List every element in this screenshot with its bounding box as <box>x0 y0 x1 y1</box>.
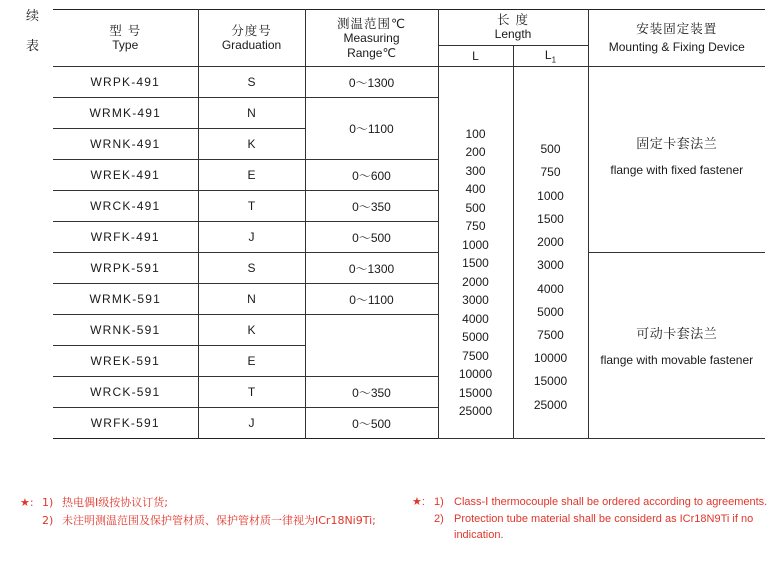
length-l1-value: 10000 <box>533 351 568 366</box>
side-label-continued: 续 <box>26 9 40 24</box>
length-l1-value: 5000 <box>537 304 564 319</box>
range-cell: 0～1100 <box>305 98 438 160</box>
header-mounting-cn: 安装固定装置 <box>636 21 718 36</box>
model-cell: WRCK-591 <box>53 377 198 408</box>
mounting-cn: 可动卡套法兰 <box>636 326 718 342</box>
range-cell: 0～350 <box>305 377 438 408</box>
model-cell: WRCK-491 <box>53 191 198 222</box>
model-cell: WRPK-591 <box>53 253 198 284</box>
header-type-cn: 型 号 <box>109 23 142 38</box>
range-cell: 0～1300 <box>305 67 438 98</box>
table-row <box>53 67 765 98</box>
note-en-2-spacer <box>412 511 434 544</box>
length-l-value: 200 <box>465 145 486 159</box>
model-cell: WRFK-491 <box>53 222 198 253</box>
graduation-cell: S <box>198 253 305 284</box>
spec-table <box>53 9 765 439</box>
note-cn-2-num: 2) <box>42 514 54 527</box>
model-cell: WRMK-491 <box>53 98 198 129</box>
header-length-l: L <box>438 45 513 66</box>
length-l1-value: 500 <box>540 142 561 157</box>
length-l-value: 400 <box>465 182 486 196</box>
spec-table-body <box>53 67 765 439</box>
graduation-cell: K <box>198 129 305 160</box>
mounting-en: flange with movable fastener <box>600 352 754 367</box>
note-en-2-num: 2) <box>434 512 444 525</box>
star-icon: ★: <box>20 496 34 509</box>
note-en-2 <box>412 511 772 544</box>
length-l-value: 3000 <box>462 293 489 307</box>
header-length-l1-sub: 1 <box>551 55 557 64</box>
length-l1-value: 2000 <box>537 235 564 250</box>
length-l1-value: 15000 <box>533 374 568 389</box>
table-row <box>53 253 765 284</box>
model-cell: WRNK-491 <box>53 129 198 160</box>
spec-table-wrapper <box>53 9 765 439</box>
range-cell: 0～500 <box>305 408 438 439</box>
range-cell: 0～1100 <box>305 284 438 315</box>
note-cn-1-text: 热电偶Ⅰ级按协议订货; <box>62 496 168 509</box>
mounting-fixed-cell <box>588 67 765 253</box>
note-cn-1-num: 1) <box>42 496 54 509</box>
range-cell: 0～1300 <box>305 253 438 284</box>
length-l1-value: 1000 <box>537 188 564 203</box>
length-l-value: 1500 <box>462 256 489 270</box>
model-cell: WRPK-491 <box>53 67 198 98</box>
length-l1-value: 3000 <box>537 258 564 273</box>
length-l-value: 5000 <box>462 330 489 344</box>
note-en-2-text: Protection tube material shall be considerd as ICr18N9Ti if no indication. <box>454 512 754 541</box>
graduation-cell: N <box>198 98 305 129</box>
header-type-en: Type <box>112 38 139 52</box>
graduation-cell: T <box>198 377 305 408</box>
header-range-en-2: Range℃ <box>347 45 396 60</box>
model-cell: WREK-591 <box>53 346 198 377</box>
mounting-movable-cell <box>588 253 765 439</box>
length-l1-value: 750 <box>540 165 561 180</box>
model-cell: WRNK-591 <box>53 315 198 346</box>
header-range-cn: 测温范围℃ <box>336 15 407 31</box>
note-cn-2-text: 未注明测温范围及保护管材质、保护管材质一律视为ICr18Ni9Ti; <box>62 514 376 527</box>
length-l-value: 500 <box>465 200 486 215</box>
model-cell: WRFK-591 <box>53 408 198 439</box>
range-cell <box>305 315 438 377</box>
header-length-l1 <box>513 45 588 66</box>
mounting-cn: 固定卡套法兰 <box>636 136 718 152</box>
header-graduation-cn: 分度号 <box>231 23 272 38</box>
mounting-en: flange with fixed fastener <box>610 162 744 177</box>
header-range <box>305 10 438 67</box>
range-cell: 0～500 <box>305 222 438 253</box>
header-length <box>438 10 588 46</box>
note-en-1-num: 1) <box>434 496 444 508</box>
notes-english <box>412 494 772 544</box>
star-icon: ★: <box>412 496 425 508</box>
note-cn-1 <box>20 494 376 512</box>
length-l1-value: 25000 <box>533 397 568 412</box>
graduation-cell: K <box>198 315 305 346</box>
header-length-en: Length <box>494 27 532 42</box>
length-l-value: 1000 <box>462 237 489 252</box>
length-l-value: 750 <box>465 219 486 233</box>
length-l1-value: 4000 <box>537 281 564 296</box>
graduation-cell: J <box>198 408 305 439</box>
length-l-value: 25000 <box>458 404 493 418</box>
model-cell: WRMK-591 <box>53 284 198 315</box>
notes-chinese <box>20 494 376 530</box>
header-graduation-en: Graduation <box>221 38 282 52</box>
header-range-en-1: Measuring <box>343 30 400 45</box>
length-l-value: 2000 <box>462 274 489 289</box>
graduation-cell: T <box>198 191 305 222</box>
graduation-cell: E <box>198 160 305 191</box>
length-l-value: 7500 <box>462 348 489 363</box>
graduation-cell: S <box>198 67 305 98</box>
header-graduation <box>198 10 305 67</box>
length-l-value: 300 <box>465 163 486 178</box>
side-label-table: 表 <box>26 39 40 54</box>
length-l-value: 100 <box>465 126 486 141</box>
length-l1-value: 7500 <box>537 327 564 342</box>
header-type <box>53 10 198 67</box>
note-en-1 <box>412 494 772 511</box>
header-length-cn: 长 度 <box>497 12 529 28</box>
length-l1-cell <box>513 67 588 439</box>
length-l1-value: 1500 <box>537 211 564 226</box>
header-mounting <box>588 10 765 67</box>
note-cn-2 <box>20 512 376 530</box>
header-mounting-en: Mounting & Fixing Device <box>608 40 745 54</box>
length-l-cell <box>438 67 513 439</box>
header-length-l1-letter: L <box>544 47 552 62</box>
model-cell: WREK-491 <box>53 160 198 191</box>
note-en-1-text: Class-Ⅰ thermocouple shall be ordered according to agreements. <box>454 496 768 508</box>
graduation-cell: E <box>198 346 305 377</box>
range-cell: 0～600 <box>305 160 438 191</box>
graduation-cell: J <box>198 222 305 253</box>
range-cell: 0～350 <box>305 191 438 222</box>
note-cn-2-spacer <box>20 512 42 530</box>
length-l-value: 4000 <box>462 311 489 326</box>
length-l-value: 10000 <box>458 367 493 381</box>
graduation-cell: N <box>198 284 305 315</box>
length-l-value: 15000 <box>458 385 493 400</box>
